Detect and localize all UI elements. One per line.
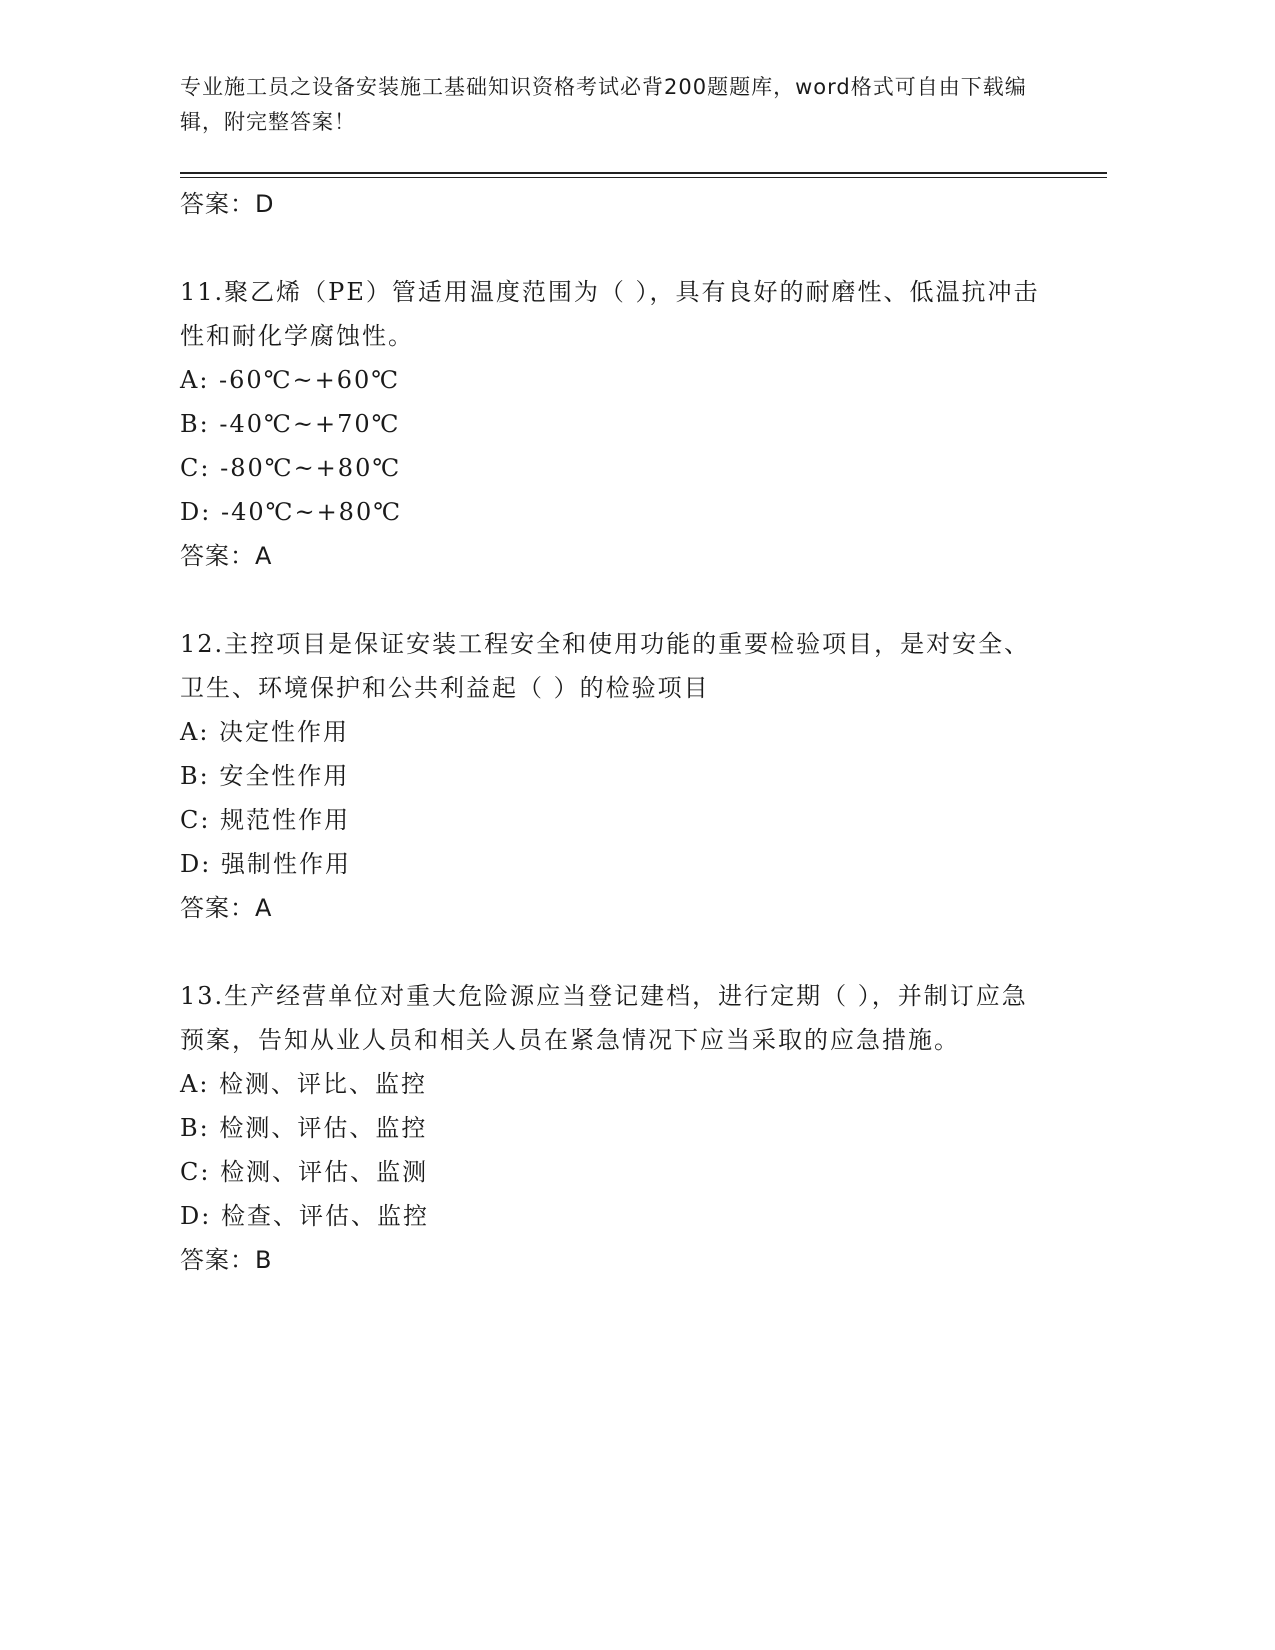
option-b: B: -40℃~+70℃ [180, 410, 401, 438]
option-c: C: 检测、评估、监测 [180, 1158, 429, 1186]
option-b: B: 检测、评估、监控 [180, 1114, 428, 1142]
option-a: A: -60℃~+60℃ [180, 366, 401, 394]
question-list [180, 182, 1040, 1282]
option-c: C: -80℃~+80℃ [180, 454, 402, 482]
option-a: A: 检测、评比、监控 [180, 1070, 428, 1098]
question-12 [180, 622, 1040, 930]
previous-answer: 答案：D [180, 190, 275, 218]
option-c: C: 规范性作用 [180, 806, 351, 834]
option-a: A: 决定性作用 [180, 718, 350, 746]
question-13 [180, 974, 1040, 1282]
answer-line: 答案：B [180, 1246, 273, 1274]
question-text: 12.主控项目是保证安装工程安全和使用功能的重要检验项目，是对安全、卫生、环境保护和公共利益起（ ）的检验项目 [180, 630, 1031, 702]
document-header: 专业施工员之设备安装施工基础知识资格考试必背200题题库，word格式可自由下载编辑，附完整答案！ [180, 75, 1027, 134]
option-b: B: 安全性作用 [180, 762, 350, 790]
header-rule-thin [180, 177, 1107, 178]
question-text: 13.生产经营单位对重大危险源应当登记建档，进行定期（ ），并制订应急预案，告知从业人员和相关人员在紧急情况下应当采取的应急措施。 [180, 982, 1028, 1054]
question-11 [180, 270, 1040, 578]
answer-line: 答案：A [180, 542, 273, 570]
option-d: D: -40℃~+80℃ [180, 498, 403, 526]
option-d: D: 检查、评估、监控 [180, 1202, 429, 1230]
header-rule-thick [180, 172, 1107, 174]
answer-line: 答案：A [180, 894, 273, 922]
option-d: D: 强制性作用 [180, 850, 351, 878]
question-text: 11.聚乙烯（PE）管适用温度范围为（ ），具有良好的耐磨性、低温抗冲击性和耐化学腐蚀性。 [180, 278, 1040, 350]
